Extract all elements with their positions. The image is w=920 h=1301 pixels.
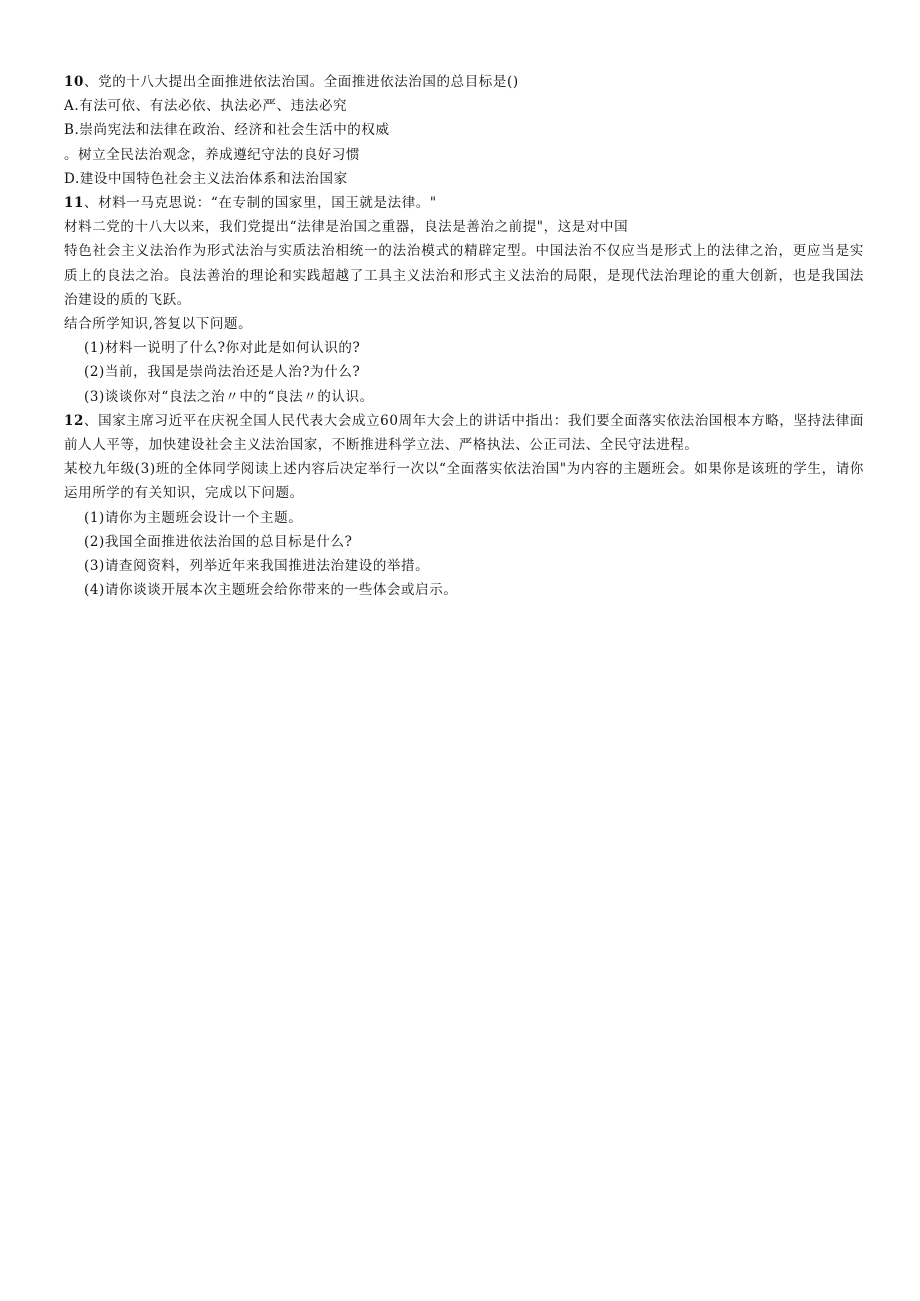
question-12-context: 某校九年级(3)班的全体同学阅读上述内容后决定举行一次以“全面落实依法治国"为内容的主题班会。如果你是该班的学生，请你运用所学的有关知识，完成以下问题。 — [64, 461, 864, 502]
question-12-sub-2: (2)我国全面推进依法治国的总目标是什么? — [84, 533, 353, 550]
question-11-material-1-text: 、材料一马克思说：“在专制的国家里，国王就是法律。" — [84, 195, 437, 212]
question-10-number: 10 — [64, 74, 84, 90]
question-10-option-b: B.崇尚宪法和法律在政治、经济和社会生活中的权威 — [64, 122, 390, 139]
question-11-material-2-first-line: 材料二党的十八大以来，我们党提出“法律是治国之重器，良法是善治之前提"，这是对中国 — [64, 219, 629, 236]
question-12-sub-4: (4)请你谈谈开展本次主题班会给你带来的一些体会或启示。 — [84, 582, 458, 599]
question-10-option-d: D.建设中国特色社会主义法治体系和法治国家 — [64, 170, 348, 187]
question-11-sub-2: (2)当前，我国是崇尚法治还是人治?为什么? — [84, 364, 361, 381]
question-10-option-c: 。树立全民法治观念，养成遵纪守法的良好习惯 — [64, 146, 361, 163]
question-10-text: 、党的十八大提出全面推进依法治国。全面推进依法治国的总目标是() — [84, 74, 519, 90]
question-10-option-a: A.有法可依、有法必依、执法必严、违法必究 — [64, 98, 348, 115]
question-12-sub-1: (1)请你为主题班会设计一个主题。 — [84, 509, 303, 526]
question-12-text: 、国家主席习近平在庆祝全国人民代表大会成立60周年大会上的讲话中指出：我们要全面落实依法治国根本方略，坚持法律面前人人平等，加快建设社会主义法治国家，不断推进科学立法、严格执法、公正司法、全民守法进程。 — [64, 412, 864, 454]
question-11-prompt: 结合所学知识,答复以下问题。 — [64, 316, 253, 333]
question-11-sub-1: (1)材料一说明了什么?你对此是如何认识的? — [84, 340, 361, 357]
question-12-number: 12 — [64, 412, 84, 429]
question-11-material-1 — [64, 191, 864, 215]
document-body — [64, 70, 864, 602]
question-10-stem — [64, 70, 864, 94]
question-11-number: 11 — [64, 195, 84, 212]
question-12-stem — [64, 409, 864, 457]
question-11-sub-3: (3)谈谈你对“良法之治〃中的“良法〃的认识。 — [84, 388, 374, 405]
question-12-sub-3: (3)请查阅资料，列举近年来我国推进法治建设的举措。 — [84, 558, 430, 575]
question-11-material-2-body: 特色社会主义法治作为形式法治与实质法治相统一的法治模式的精辟定型。中国法治不仅应当是形式上的法律之治，更应当是实质上的良法之治。良法善治的理论和实践超越了工具主义法治和形式主义法治的局限，是现代法治理论的重大创新，也是我国法治建设的质的飞跃。 — [64, 243, 864, 308]
